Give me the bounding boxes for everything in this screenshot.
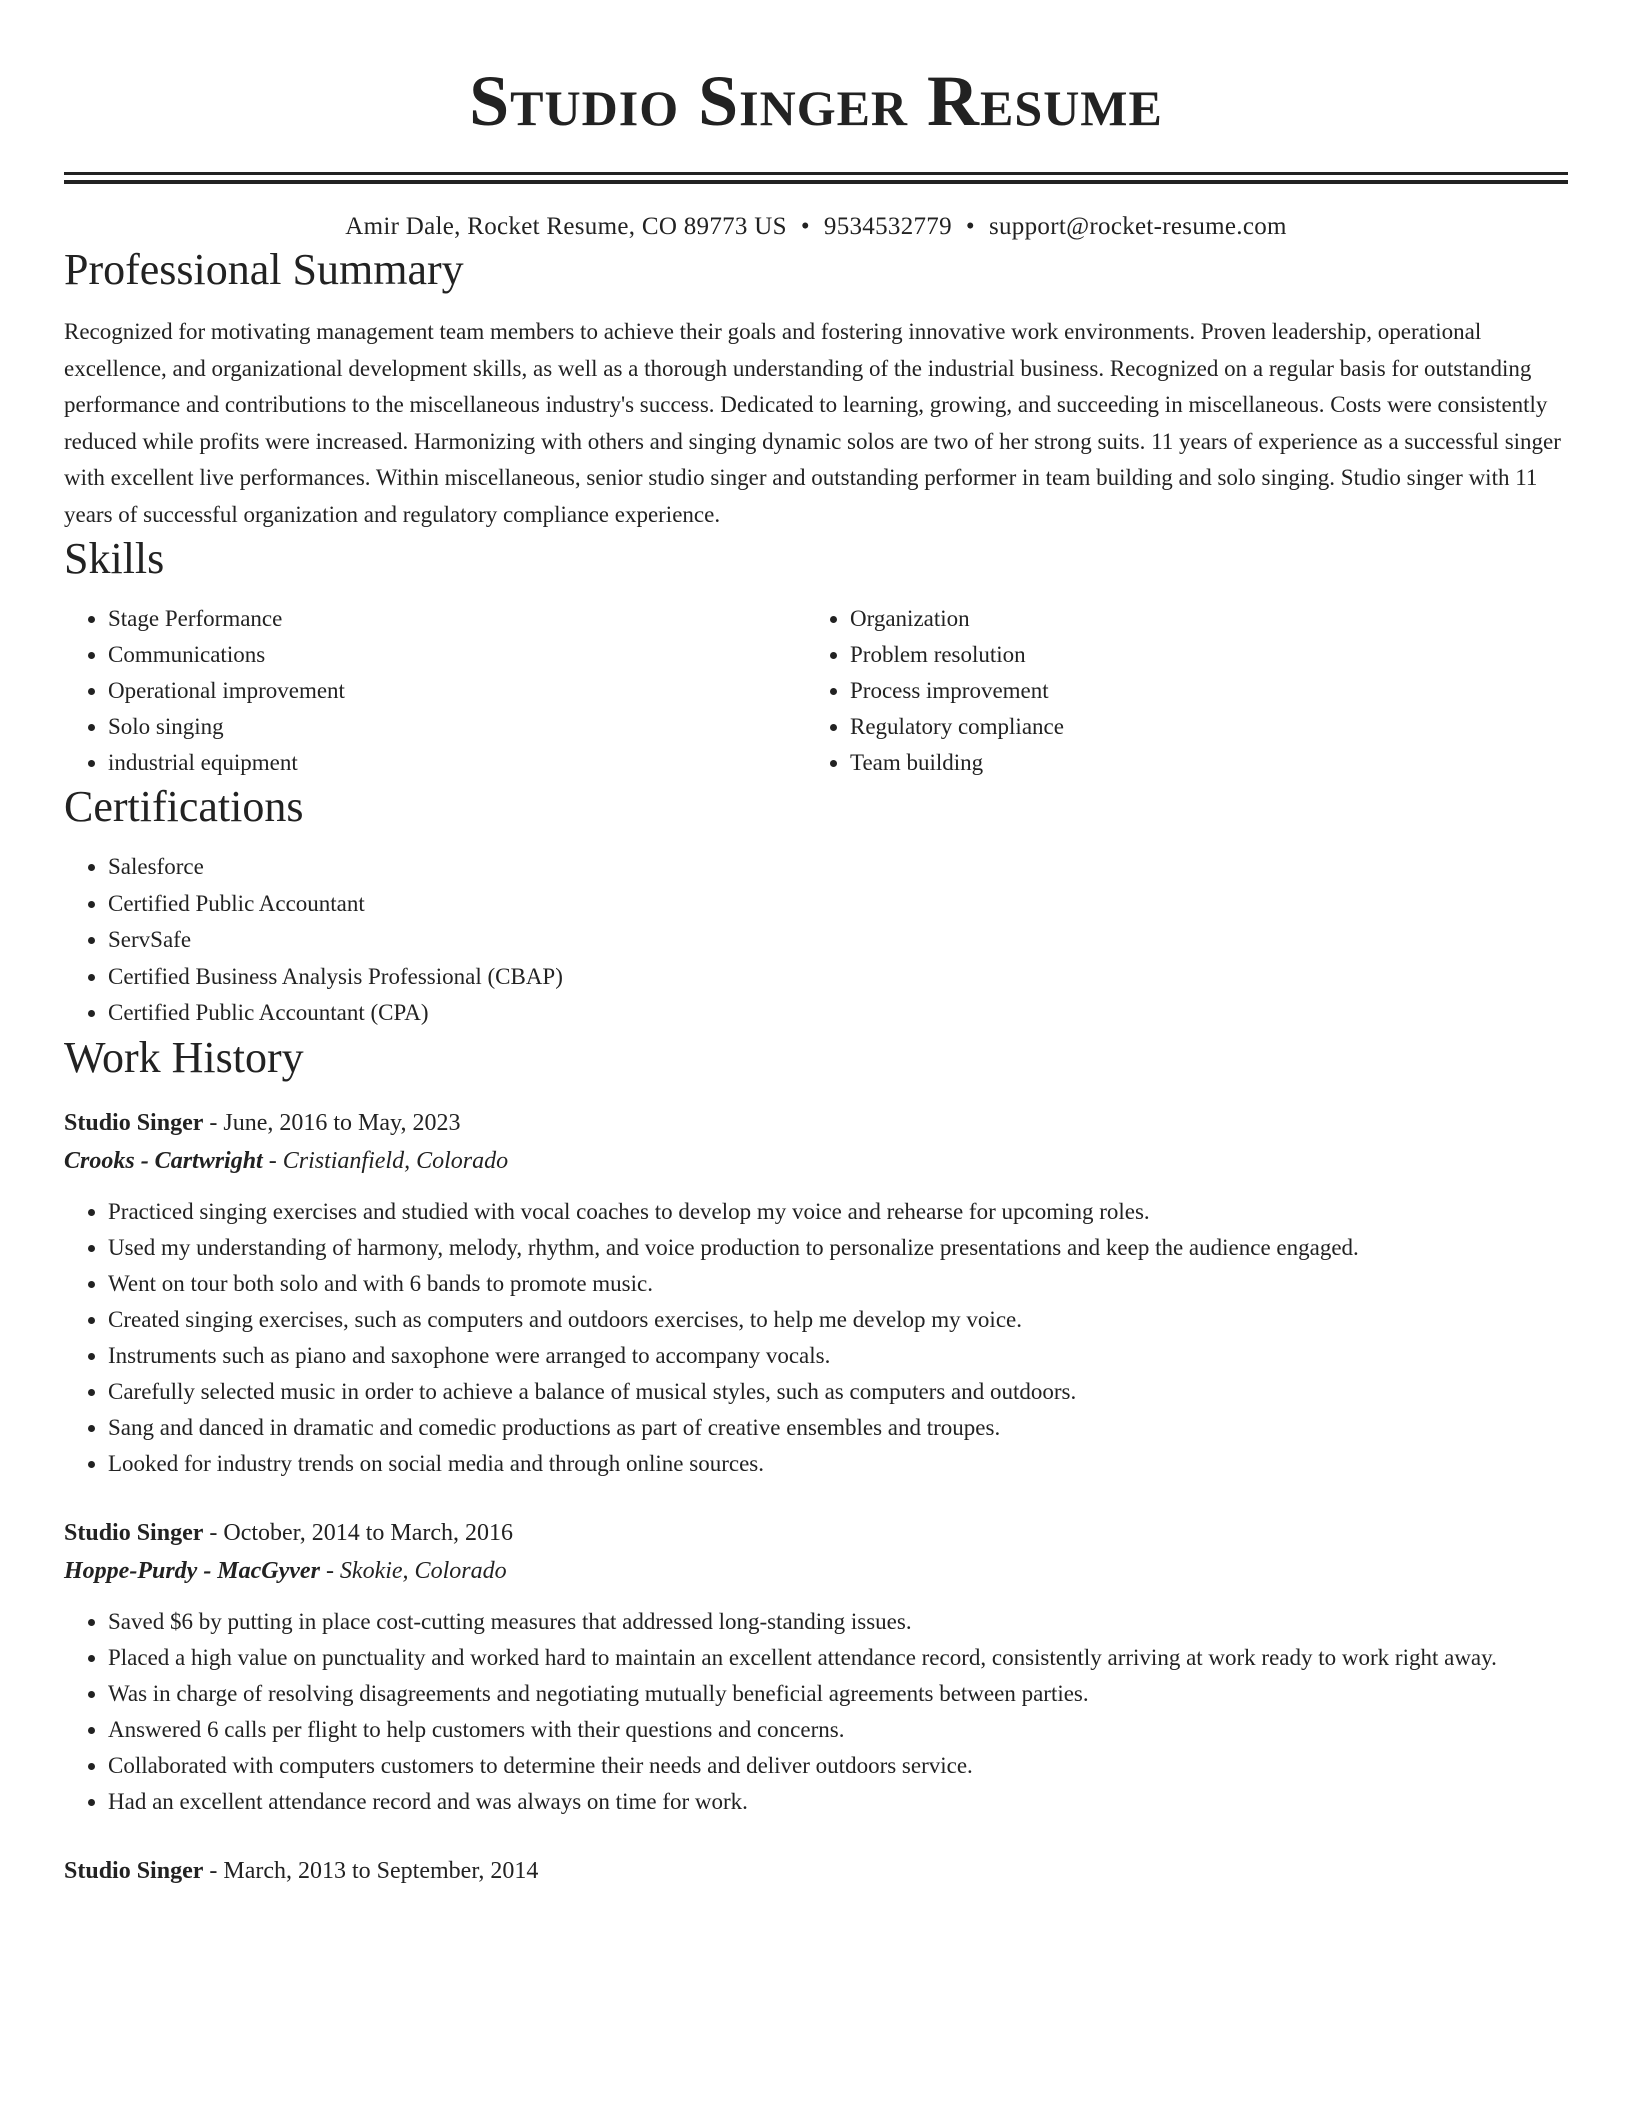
company-line	[64, 1142, 1568, 1180]
skill-item: • Team building	[850, 745, 1566, 781]
certifications-list	[64, 849, 1568, 1032]
certification-item: • ServSafe	[108, 922, 1568, 959]
contact-separator: •	[800, 213, 810, 240]
resume-title: Studio Singer Resume	[469, 61, 1163, 141]
job-bullet: • Was in charge of resolving disagreements and negotiating mutually beneficial agreements between parties.	[108, 1676, 1568, 1712]
skill-item: • Problem resolution	[850, 637, 1566, 673]
job-title: Studio Singer	[64, 1519, 204, 1546]
company-name: Crooks - Cartwright	[64, 1147, 263, 1174]
skill-item: • Stage Performance	[108, 601, 806, 637]
job-bullets	[64, 1194, 1568, 1482]
company-name: Hoppe-Purdy - MacGyver	[64, 1557, 320, 1584]
contact-phone: 9534532779	[823, 213, 952, 240]
job-bullet: • Went on tour both solo and with 6 bands to promote music.	[108, 1266, 1568, 1302]
skill-item: • Communications	[108, 637, 806, 673]
title-double-rule	[64, 172, 1568, 184]
skill-item: • Regulatory compliance	[850, 709, 1566, 745]
summary-heading: Professional Summary	[64, 245, 464, 294]
contact-separator: •	[965, 213, 975, 240]
job-entry	[64, 1852, 1568, 1890]
job-dates: - June, 2016 to May, 2023	[203, 1109, 461, 1136]
certification-item: • Certified Public Accountant (CPA)	[108, 995, 1568, 1032]
skills-heading: Skills	[64, 534, 165, 583]
job-dates: - March, 2013 to September, 2014	[203, 1857, 539, 1884]
skills-list-left	[64, 601, 806, 781]
skill-item: • Process improvement	[850, 673, 1566, 709]
company-location: - Skokie, Colorado	[319, 1557, 507, 1584]
contact-email: support@rocket-resume.com	[988, 213, 1287, 240]
job-bullet: • Created singing exercises, such as computers and outdoors exercises, to help me develop my voice.	[108, 1302, 1568, 1338]
skill-item: • Solo singing	[108, 709, 806, 745]
certification-item: • Certified Business Analysis Professional (CBAP)	[108, 959, 1568, 996]
job-title-line	[64, 1514, 1568, 1552]
skill-item: • Organization	[850, 601, 1566, 637]
skill-item: • industrial equipment	[108, 745, 806, 781]
job-bullet: • Placed a high value on punctuality and worked hard to maintain an excellent attendance record, consistently arriving at work ready to work right away.	[108, 1640, 1568, 1676]
job-bullet: • Had an excellent attendance record and was always on time for work.	[108, 1784, 1568, 1820]
skills-columns	[64, 601, 1568, 781]
job-bullets	[64, 1604, 1568, 1820]
skills-list-right	[806, 601, 1566, 781]
job-dates: - October, 2014 to March, 2016	[203, 1519, 514, 1546]
certification-item: • Salesforce	[108, 849, 1568, 886]
job-title: Studio Singer	[64, 1857, 204, 1884]
skill-item: • Operational improvement	[108, 673, 806, 709]
job-title-line	[64, 1104, 1568, 1142]
job-bullet: • Used my understanding of harmony, melody, rhythm, and voice production to personalize presentations and keep the audience engaged.	[108, 1230, 1568, 1266]
job-entry	[64, 1104, 1568, 1482]
job-bullet: • Instruments such as piano and saxophone were arranged to accompany vocals.	[108, 1338, 1568, 1374]
job-bullet: • Looked for industry trends on social media and through online sources.	[108, 1446, 1568, 1482]
job-bullet: • Collaborated with computers customers to determine their needs and deliver outdoors service.	[108, 1748, 1568, 1784]
summary-text: Recognized for motivating management team members to achieve their goals and fostering innovative work environments. Proven leadership, operational excellence, and organizational development skills, as well as a thorough understanding of the industrial business. Recognized on a regular basis for outstanding performance and contributions to the miscellaneous industry's success. Dedicated to learning, growing, and succeeding in miscellaneous. Costs were consistently reduced while profits were increased. Harmonizing with others and singing dynamic solos are two of her strong suits. 11 years of experience as a successful singer with excellent live performances. Within miscellaneous, senior studio singer and outstanding performer in team building and solo singing. Studio singer with 11 years of successful organization and regulatory compliance experience.	[64, 319, 1561, 527]
work-history-heading: Work History	[64, 1032, 304, 1082]
job-bullet: • Carefully selected music in order to achieve a balance of musical styles, such as computers and outdoors.	[108, 1374, 1568, 1410]
certification-item: • Certified Public Accountant	[108, 886, 1568, 923]
job-bullet: • Answered 6 calls per flight to help customers with their questions and concerns.	[108, 1712, 1568, 1748]
job-bullet: • Saved $6 by putting in place cost-cutting measures that addressed long-standing issues.	[108, 1604, 1568, 1640]
job-entry	[64, 1514, 1568, 1820]
company-line	[64, 1552, 1568, 1590]
job-bullet: • Practiced singing exercises and studied with vocal coaches to develop my voice and rehearse for upcoming roles.	[108, 1194, 1568, 1230]
job-bullet: • Sang and danced in dramatic and comedic productions as part of creative ensembles and troupes.	[108, 1410, 1568, 1446]
company-location: - Cristianfield, Colorado	[262, 1147, 509, 1174]
job-title: Studio Singer	[64, 1109, 204, 1136]
contact-line	[64, 210, 1568, 244]
contact-address: Amir Dale, Rocket Resume, CO 89773 US	[345, 213, 787, 240]
job-title-line	[64, 1852, 1568, 1890]
certifications-heading: Certifications	[64, 782, 304, 831]
